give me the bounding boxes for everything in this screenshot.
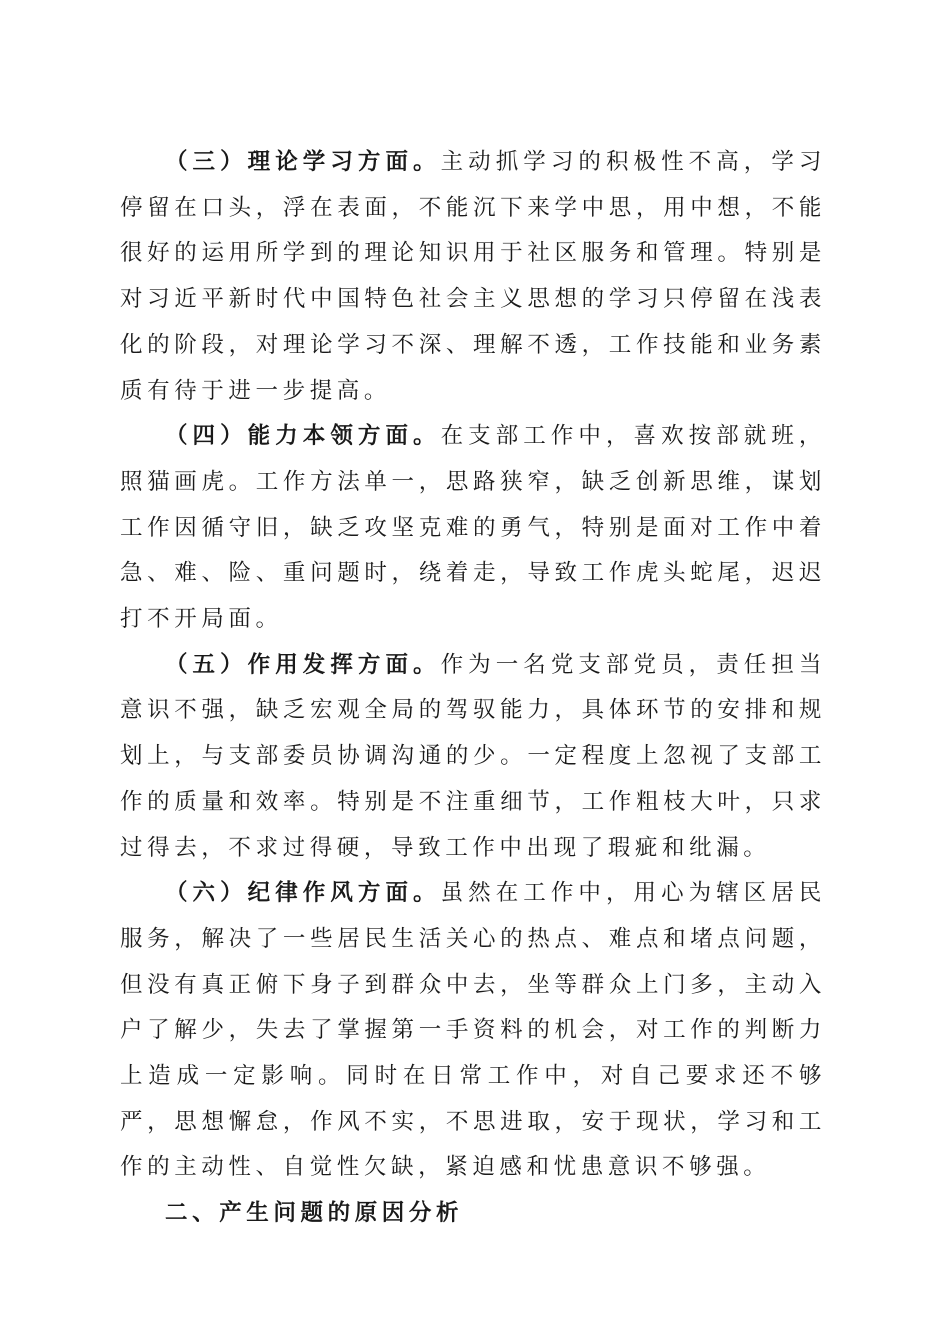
paragraph-ability [120, 414, 826, 643]
paragraph-lead: （三）理论学习方面。 [165, 149, 441, 175]
paragraph-text: 主动抓学习的积极性不高，学习停留在口头，浮在表面，不能沉下来学中思，用中想，不能很好的运用所学到的理论知识用于社区服务和管理。特别是对习近平新时代中国特色社会主义思想的学习只停留在浅表化的阶段，对理论学习不深、理解不透，工作技能和业务素质有待于进一步提高。 [120, 149, 826, 404]
document-body [120, 140, 826, 1237]
paragraph-lead: （五）作用发挥方面。 [165, 651, 441, 678]
paragraph-role [120, 643, 826, 872]
paragraph-discipline [120, 871, 826, 1191]
section-heading: 二、产生问题的原因分析 [165, 1200, 464, 1227]
paragraph-lead: （六）纪律作风方面。 [165, 880, 441, 907]
paragraph-lead: （四）能力本领方面。 [165, 423, 441, 450]
paragraph-text: 虽然在工作中，用心为辖区居民服务，解决了一些居民生活关心的热点、难点和堵点问题，但没有真正俯下身子到群众中去，坐等群众上门多，主动入户了解少，失去了掌握第一手资料的机会，对工作的判断力上造成一定影响。同时在日常工作中，对自己要求还不够严，思想懈怠，作风不实，不思进取，安于现状，学习和工作的主动性、自觉性欠缺，紧迫感和忧患意识不够强。 [120, 880, 826, 1181]
paragraph-theory-study [120, 140, 826, 414]
paragraph-text: 在支部工作中，喜欢按部就班，照猫画虎。工作方法单一，思路狭窄，缺乏创新思维，谋划工作因循守旧，缺乏攻坚克难的勇气，特别是面对工作中着急、难、险、重问题时，绕着走，导致工作虎头蛇尾，迟迟打不开局面。 [120, 423, 826, 633]
paragraph-text: 作为一名党支部党员，责任担当意识不强，缺乏宏观全局的驾驭能力，具体环节的安排和规划上，与支部委员协调沟通的少。一定程度上忽视了支部工作的质量和效率。特别是不注重细节，工作粗枝大叶，只求过得去，不求过得硬，导致工作中出现了瑕疵和纰漏。 [120, 651, 826, 861]
